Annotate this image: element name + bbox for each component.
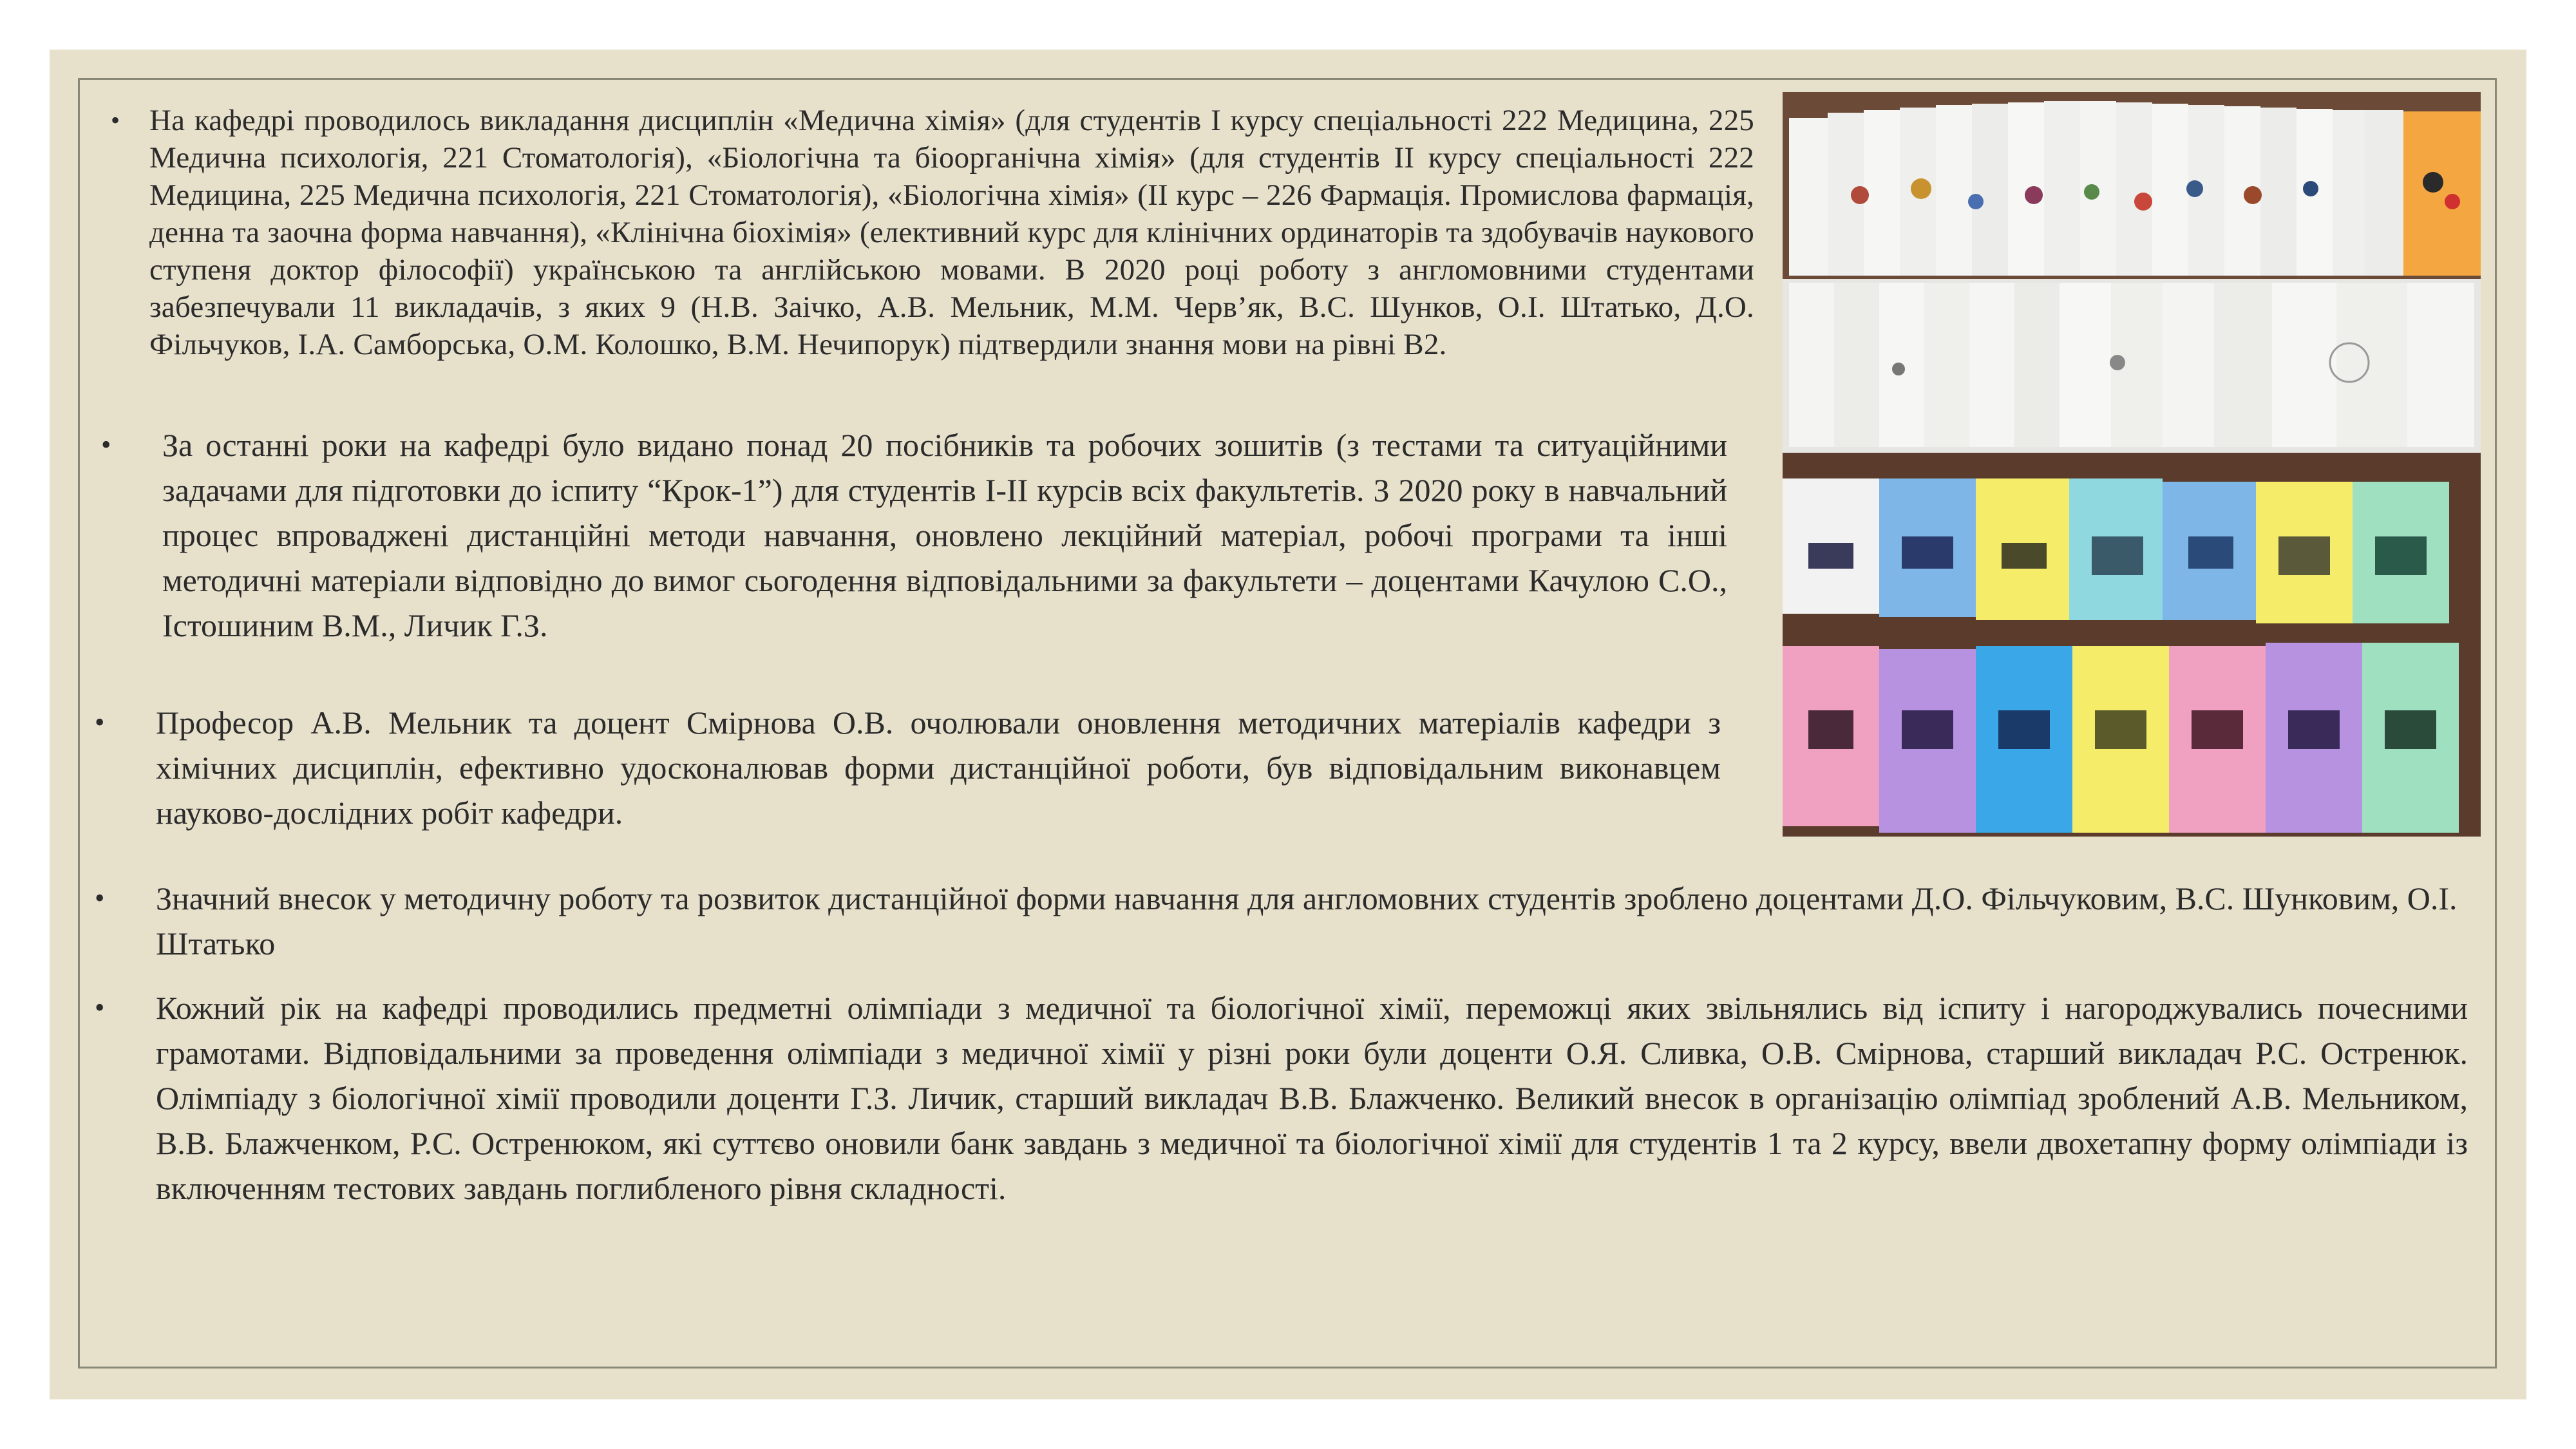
bullet-marker: • xyxy=(111,106,120,135)
textbooks-photo xyxy=(1783,92,2481,837)
bullet-contribution xyxy=(95,876,2468,966)
bullet-disciplines xyxy=(111,102,1754,363)
bullet-text: Кожний рік на кафедрі проводились предметні олімпіади з медичної та біологічної хімії, переможці яких звільнялись від іспиту і нагороджувались почесними грамотами. Відповідальними за проведення олімпіади з медичної хімії у різні роки були доценти О.Я. Сливка, О.В. Смірнова, старший викладач Р.С. Остренюк. Олімпіаду з біологічної хімії проводили доценти Г.З. Личик, старший викладач В.В. Блажченко. Великий внесок в організацію олімпіад зроблений А.В. Мельником, В.В. Блажченком, Р.С. Остренюком, які суттєво оновили банк завдань з медичної та біологічної хімії для студентів 1 та 2 курсу, ввели двохетапну форму олімпіади із включенням тестових завдань поглибленого рівня складності. xyxy=(156,990,2468,1206)
bullet-publications xyxy=(101,422,1727,648)
photo-of-textbooks-icon xyxy=(1783,92,2481,837)
bullet-text: На кафедрі проводилось викладання дисциплін «Медична хімія» (для студентів І курсу спеціальності 222 Медицина, 225 Медична психологія, 221 Стоматологія), «Біологічна та біоорганічна хімія» (для студентів ІІ курсу спеціальності 222 Медицина, 225 Медична психологія, 221 Стоматологія), «Біологічна хімія» (ІІ курс – 226 Фармація. Промислова фармація, денна та заочна форма навчання), «Клінічна біохімія» (елективний курс для клінічних ординаторів та здобувачів наукового ступеня доктор філософії) українською та англійською мовами. В 2020 році роботу з англомовними студентами забезпечували 11 викладачів, з яких 9 (Н.В. Заічко, А.В. Мельник, М.М. Черв’як, В.С. Шунков, О.І. Штатько, Д.О. Фільчуков, І.А. Самборська, О.М. Колошко, В.М. Нечипорук) підтвердили знання мови на рівні В2. xyxy=(149,104,1754,361)
bullet-olympiads xyxy=(95,985,2468,1211)
bullet-marker: • xyxy=(95,706,105,738)
bullet-text: Значний внесок у методичну роботу та розвиток дистанційної форми навчання для англомовних студентів зроблено доцентами Д.О. Фільчуковим, В.С. Шунковим, О.І. Штатько xyxy=(156,880,2458,961)
bullet-professor xyxy=(95,700,1721,835)
bullet-marker: • xyxy=(95,882,105,914)
bullet-marker: • xyxy=(101,429,111,460)
bullet-marker: • xyxy=(95,992,105,1023)
bullet-text: Професор А.В. Мельник та доцент Смірнова О.В. очолювали оновлення методичних матеріалів кафедри з хімічних дисциплін, ефективно удосконалював форми дистанційної роботи, був відповідальним виконавцем науково-дослідних робіт кафедри. xyxy=(156,705,1721,831)
bullet-text: За останні роки на кафедрі було видано понад 20 посібників та робочих зошитів (з тестами та ситуаційними задачами для підготовки до іспиту “Крок-1”) для студентів І-ІІ курсів всіх факультетів. З 2020 року в навчальний процес впроваджені дистанційні методи навчання, оновлено лекційний матеріал, робочі програми та інші методичні матеріали відповідно до вимог сьогодення відповідальними за факультети – доцентами Качулою С.О., Істошиним В.М., Личик Г.З. xyxy=(162,427,1727,643)
